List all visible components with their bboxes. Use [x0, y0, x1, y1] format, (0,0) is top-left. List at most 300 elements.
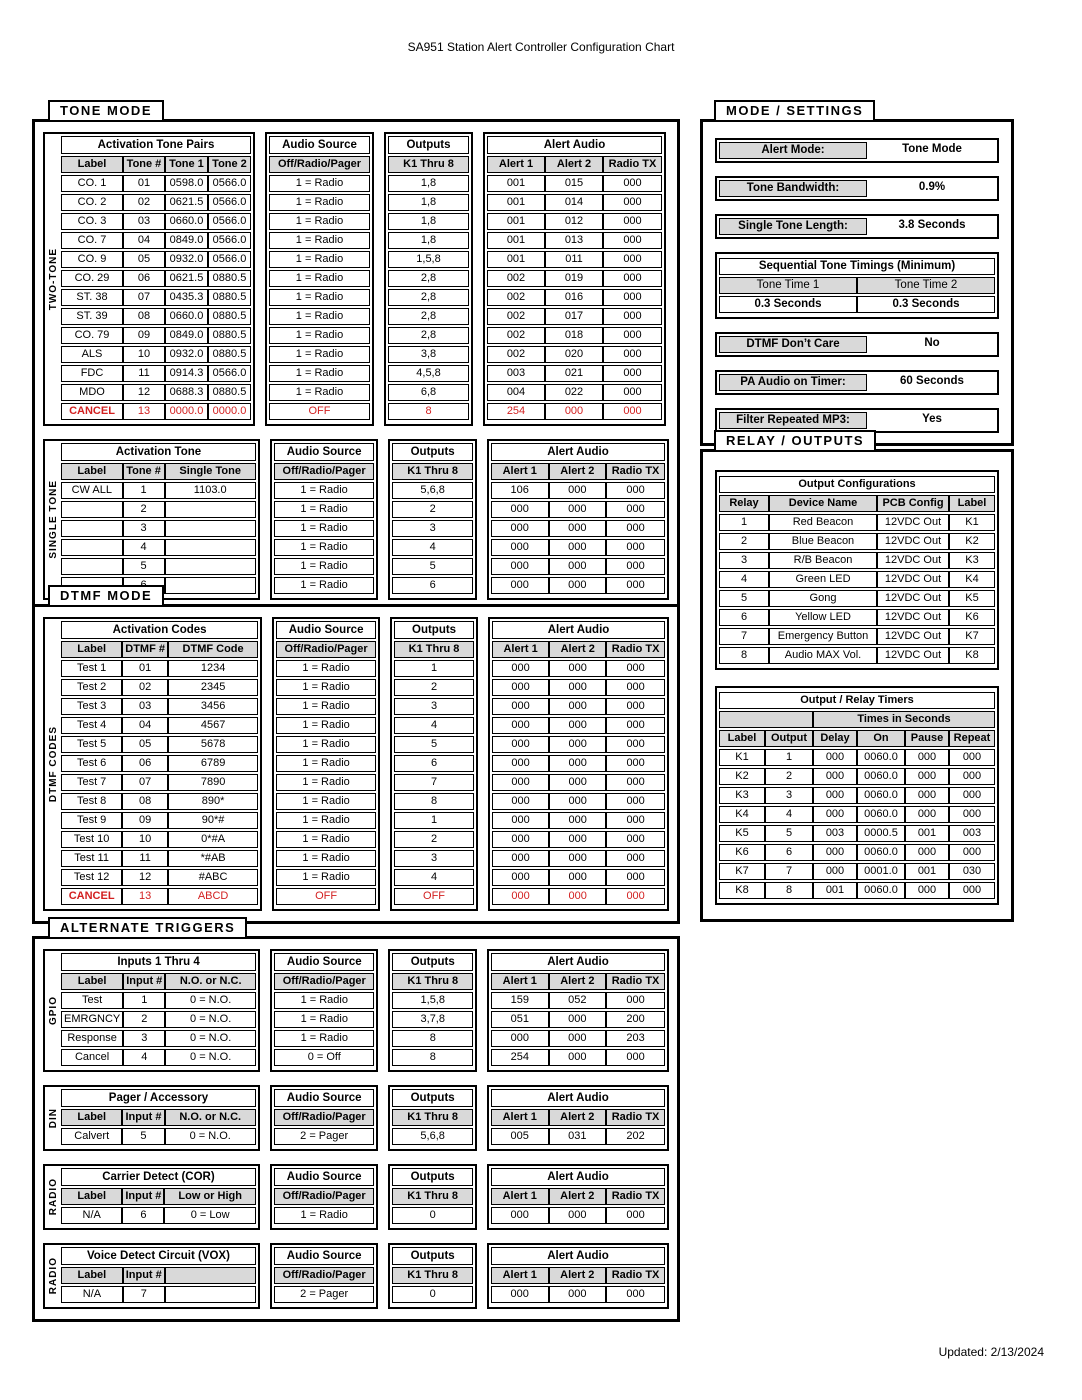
table-cell: 020 — [545, 346, 603, 363]
table-cell: ST. 38 — [61, 289, 123, 306]
table-cell: Cancel — [61, 1049, 123, 1066]
column-header-cell: Tone # — [123, 156, 165, 173]
column-header-cell: Single Tone — [165, 463, 256, 480]
table-cell: 6 — [122, 1207, 164, 1224]
table-cell: 0621.5 — [165, 194, 208, 211]
table-cell: ABCD — [168, 888, 258, 905]
table-cell: 0880.5 — [208, 270, 251, 287]
table-cell: 0000.5 — [857, 825, 905, 842]
table-cell: 12VDC Out — [877, 609, 949, 626]
table-cell: CO. 79 — [61, 327, 123, 344]
table-cell: 1 = Radio — [269, 308, 370, 325]
table-cell: 0566.0 — [208, 194, 251, 211]
group-title: Activation Tone Pairs — [61, 136, 251, 154]
table-cell: CANCEL — [61, 888, 122, 905]
dtmf-mode-section-header: DTMF MODE — [48, 585, 164, 607]
group-title: Outputs — [392, 1089, 473, 1107]
column-header-cell: Input # — [122, 1188, 164, 1205]
table-cell: 0880.5 — [208, 308, 251, 325]
table-cell: 000 — [603, 403, 662, 420]
table-cell: 0566.0 — [208, 175, 251, 192]
table-cell: 7 — [123, 1286, 165, 1303]
din-audio-group — [270, 1085, 378, 1151]
column-header-cell: Label — [719, 730, 765, 747]
table-cell: 000 — [549, 736, 606, 753]
column-header-cell: DTMF # — [122, 641, 168, 658]
outputs-table — [392, 971, 473, 1068]
setting-label: Filter Repeated MP3: — [719, 412, 867, 429]
table-cell: 4 — [765, 806, 813, 823]
table-cell: Green LED — [769, 571, 877, 588]
table-cell: 0 = Low — [164, 1207, 256, 1224]
table-cell: 0660.0 — [165, 308, 208, 325]
table-cell: 5 — [123, 558, 165, 575]
group-title: Audio Source — [276, 621, 376, 639]
table-cell: 2,8 — [388, 270, 469, 287]
table-cell: 2 = Pager — [274, 1128, 374, 1145]
table-cell: 000 — [606, 577, 665, 594]
table-cell — [165, 501, 256, 518]
din-side-label — [45, 1089, 61, 1147]
column-header-cell: Off/Radio/Pager — [274, 1188, 374, 1205]
dtmf-audio-group — [272, 617, 380, 911]
table-cell: 022 — [545, 384, 603, 401]
table-cell: 1 — [123, 482, 165, 499]
table-cell: 01 — [122, 660, 168, 677]
table-cell: 0060.0 — [857, 806, 905, 823]
table-cell: 08 — [122, 793, 168, 810]
group-title: Pager / Accessory — [61, 1089, 256, 1107]
table-cell: 1 = Radio — [269, 194, 370, 211]
column-header-cell: Alert 1 — [492, 641, 549, 658]
table-cell: 000 — [491, 501, 549, 518]
table-cell: CW ALL — [61, 482, 123, 499]
table-cell: 000 — [606, 869, 665, 886]
table-cell: Response — [61, 1030, 123, 1047]
table-cell: 000 — [549, 520, 607, 537]
table-cell: #ABC — [168, 869, 258, 886]
column-header-cell: Alert 2 — [549, 1267, 607, 1284]
two-tone-side-label — [45, 136, 61, 422]
alert-audio-table — [491, 1265, 665, 1305]
table-cell: 5 — [765, 825, 813, 842]
table-cell: 2 — [123, 501, 165, 518]
table-cell: 1 = Radio — [269, 384, 370, 401]
table-cell: 8 — [719, 647, 769, 664]
gpio-side-label — [45, 953, 61, 1068]
cor-audio-group — [270, 1164, 378, 1230]
table-cell: 000 — [949, 806, 995, 823]
column-header-cell: Radio TX — [606, 1109, 665, 1126]
side-label-text: SINGLE TONE — [47, 480, 59, 559]
table-cell: 8 — [388, 403, 469, 420]
table-cell: 1,8 — [388, 213, 469, 230]
table-cell: 000 — [606, 717, 665, 734]
table-cell: 0060.0 — [857, 787, 905, 804]
table-cell: 000 — [606, 831, 665, 848]
column-header-cell: Radio TX — [606, 973, 665, 990]
column-header-cell: Repeat — [949, 730, 995, 747]
table-cell: 02 — [122, 679, 168, 696]
table-cell: 6 — [394, 755, 474, 772]
column-header-cell: Alert 2 — [549, 463, 607, 480]
outputs-table — [392, 461, 473, 596]
table-cell: 002 — [487, 289, 545, 306]
table-cell: CO. 7 — [61, 232, 123, 249]
column-header-cell: Label — [949, 495, 995, 512]
table-cell: EMRGNCY — [61, 1011, 123, 1028]
table-cell: 1 = Radio — [276, 660, 376, 677]
table-cell — [61, 558, 123, 575]
column-header-cell: Label — [61, 641, 122, 658]
table-cell: CO. 3 — [61, 213, 123, 230]
table-cell: R/B Beacon — [769, 552, 877, 569]
column-header-cell: Alert 1 — [491, 1267, 549, 1284]
column-header-cell: Off/Radio/Pager — [274, 973, 374, 990]
column-header-cell: Pause — [905, 730, 949, 747]
table-cell: 4 — [123, 1049, 165, 1066]
table-cell — [165, 558, 256, 575]
table-cell: 3 — [394, 850, 474, 867]
group-title: Alert Audio — [492, 621, 665, 639]
alternate-triggers-section-header: ALTERNATE TRIGGERS — [48, 917, 247, 939]
setting-value: No — [924, 337, 940, 349]
table-cell: Test 10 — [61, 831, 122, 848]
table-cell: 1 = Radio — [274, 1207, 374, 1224]
table-cell: 1,8 — [388, 232, 469, 249]
gpio-inputs-group — [43, 949, 260, 1072]
table-cell: 1,8 — [388, 175, 469, 192]
cor-group — [43, 1164, 260, 1230]
table-cell: Test — [61, 992, 123, 1009]
table-cell: 06 — [123, 270, 165, 287]
column-header-cell: Radio TX — [603, 156, 662, 173]
table-cell: 000 — [606, 660, 665, 677]
table-cell: 000 — [949, 749, 995, 766]
table-cell: 000 — [492, 755, 549, 772]
table-cell: 10 — [122, 831, 168, 848]
table-cell: 254 — [487, 403, 545, 420]
table-cell: 6789 — [168, 755, 258, 772]
group-title: Outputs — [392, 953, 473, 971]
table-cell: 1 = Radio — [276, 679, 376, 696]
table-cell: 000 — [549, 774, 606, 791]
table-cell: 1 — [123, 992, 165, 1009]
table-title-cell: Output / Relay Timers — [719, 692, 995, 709]
table-cell: 0849.0 — [165, 327, 208, 344]
table-cell: 000 — [549, 850, 606, 867]
alternate-triggers-section — [32, 917, 680, 1322]
table-cell: 000 — [492, 717, 549, 734]
table-cell: 000 — [905, 844, 949, 861]
table-title-cell: Output Configurations — [719, 476, 995, 493]
two-tone-band — [43, 132, 669, 426]
table-cell: Test 7 — [61, 774, 122, 791]
table-cell: 0 = N.O. — [165, 992, 256, 1009]
group-title: Outputs — [392, 443, 473, 461]
table-cell: 017 — [545, 308, 603, 325]
table-cell: 000 — [603, 232, 662, 249]
din-alert-group — [487, 1085, 669, 1151]
voice-detect-table — [61, 1265, 256, 1305]
group-title: Audio Source — [269, 136, 370, 154]
table-cell: 890* — [168, 793, 258, 810]
table-cell: 2 — [392, 501, 473, 518]
column-header-cell: K1 Thru 8 — [392, 463, 473, 480]
column-header-cell: Delay — [813, 730, 857, 747]
table-cell: 0 = N.O. — [165, 1128, 256, 1145]
table-cell: 12 — [122, 869, 168, 886]
table-cell: 000 — [606, 679, 665, 696]
audio-source-table — [274, 1107, 374, 1147]
table-cell: 1 = Radio — [274, 520, 374, 537]
table-cell: 0060.0 — [857, 768, 905, 785]
column-header-cell: Label — [61, 463, 123, 480]
table-cell: 000 — [813, 863, 857, 880]
table-cell: 000 — [606, 482, 665, 499]
table-cell: 000 — [603, 213, 662, 230]
table-cell: 002 — [487, 270, 545, 287]
table-cell: 000 — [813, 844, 857, 861]
table-cell: 000 — [606, 698, 665, 715]
group-title: Alert Audio — [491, 1089, 665, 1107]
table-cell: 000 — [549, 1030, 607, 1047]
table-cell: 0880.5 — [208, 327, 251, 344]
table-cell: 000 — [813, 749, 857, 766]
outputs-table — [392, 1186, 473, 1226]
table-cell: CO. 9 — [61, 251, 123, 268]
setting-label: DTMF Don’t Care — [719, 336, 867, 353]
table-cell: 000 — [813, 787, 857, 804]
table-cell: 0 — [392, 1207, 473, 1224]
setting-label: PA Audio on Timer: — [719, 374, 867, 391]
single-tone-band — [43, 439, 669, 600]
table-cell: 0932.0 — [165, 251, 208, 268]
table-cell: 002 — [487, 327, 545, 344]
table-cell: 10 — [123, 346, 165, 363]
column-header-cell: DTMF Code — [168, 641, 258, 658]
table-cell: 4567 — [168, 717, 258, 734]
sequential-tone-timings-group — [715, 252, 999, 319]
table-cell: 000 — [491, 577, 549, 594]
table-cell: K5 — [949, 590, 995, 607]
column-header-cell: On — [857, 730, 905, 747]
table-cell: 11 — [123, 365, 165, 382]
table-cell: 8 — [392, 1049, 473, 1066]
table-cell: OFF — [394, 888, 474, 905]
table-cell: 000 — [603, 251, 662, 268]
table-cell: 04 — [123, 232, 165, 249]
table-cell: 000 — [492, 679, 549, 696]
table-cell: Audio MAX Vol. — [769, 647, 877, 664]
table-cell: Test 6 — [61, 755, 122, 772]
page-title: SA951 Station Alert Controller Configuration Chart — [407, 40, 675, 54]
two-tone-activation-group — [43, 132, 255, 426]
table-cell: 000 — [949, 768, 995, 785]
table-cell: 000 — [549, 660, 606, 677]
column-header-cell — [165, 1267, 256, 1284]
table-cell: 1 = Radio — [274, 1030, 374, 1047]
outputs-table — [392, 1107, 473, 1147]
group-title: Alert Audio — [491, 1168, 665, 1186]
table-cell: 5678 — [168, 736, 258, 753]
table-cell: 000 — [603, 346, 662, 363]
table-cell: 000 — [549, 558, 607, 575]
table-cell: 0060.0 — [857, 882, 905, 899]
column-header-cell: Label — [61, 156, 123, 173]
table-cell: 1 — [394, 660, 474, 677]
side-label-text: DTMF CODES — [47, 725, 59, 803]
table-cell: 08 — [123, 308, 165, 325]
table-cell: OFF — [276, 888, 376, 905]
alert-audio-table — [491, 461, 665, 596]
table-cell: 6 — [392, 577, 473, 594]
table-cell: 6 — [765, 844, 813, 861]
table-cell: 1,8 — [388, 194, 469, 211]
outputs-table — [392, 1265, 473, 1305]
table-cell: 015 — [545, 175, 603, 192]
table-cell: Test 5 — [61, 736, 122, 753]
table-cell: 000 — [905, 806, 949, 823]
table-cell: 0 = N.O. — [165, 1011, 256, 1028]
table-cell: 000 — [603, 175, 662, 192]
table-cell: 3 — [719, 552, 769, 569]
side-label-text: RADIO — [47, 1257, 59, 1295]
column-header-cell: Label — [61, 1109, 122, 1126]
table-cell: 0566.0 — [208, 365, 251, 382]
table-cell: 12VDC Out — [877, 533, 949, 550]
table-cell: 5,6,8 — [392, 482, 473, 499]
mode-settings-box — [700, 119, 1014, 446]
column-group-header-cell: Times in Seconds — [813, 711, 995, 728]
dtmf-alert-group — [488, 617, 669, 911]
table-cell: 1 = Radio — [269, 346, 370, 363]
table-cell: 000 — [905, 749, 949, 766]
table-cell: 1 = Radio — [276, 717, 376, 734]
table-cell: 000 — [603, 270, 662, 287]
column-header-cell: Alert 2 — [545, 156, 603, 173]
table-cell: 000 — [549, 698, 606, 715]
table-cell: 1 = Radio — [276, 736, 376, 753]
dtmf-activation-group — [43, 617, 262, 911]
mode-settings-section-header: MODE / SETTINGS — [714, 100, 875, 122]
table-cell: 002 — [487, 308, 545, 325]
table-cell: 03 — [123, 213, 165, 230]
table-cell: 1 — [765, 749, 813, 766]
table-cell: 1 = Radio — [276, 869, 376, 886]
table-cell: 000 — [549, 888, 606, 905]
column-header-cell: K1 Thru 8 — [388, 156, 469, 173]
table-cell: 000 — [606, 558, 665, 575]
table-cell: 000 — [492, 793, 549, 810]
table-cell: 1 = Radio — [276, 831, 376, 848]
column-header-cell: N.O. or N.C. — [165, 1109, 256, 1126]
table-cell: 030 — [949, 863, 995, 880]
column-header-cell: Relay — [719, 495, 769, 512]
setting-value: 3.8 Seconds — [898, 219, 966, 231]
radio-side-label — [45, 1168, 61, 1226]
table-cell: 1 = Radio — [276, 755, 376, 772]
table-cell: 004 — [487, 384, 545, 401]
table-cell: 021 — [545, 365, 603, 382]
dtmf-band — [43, 617, 669, 911]
table-cell: 200 — [606, 1011, 665, 1028]
gpio-inputs-table — [61, 971, 256, 1068]
table-cell: CANCEL — [61, 403, 123, 420]
table-cell: 000 — [549, 577, 607, 594]
table-cell: 1 = Radio — [269, 365, 370, 382]
column-header-cell: Tone Time 1 — [719, 277, 857, 294]
table-cell: 5 — [394, 736, 474, 753]
table-cell: N/A — [61, 1207, 122, 1224]
table-cell: 0688.3 — [165, 384, 208, 401]
column-header-cell: Radio TX — [606, 463, 665, 480]
table-cell: 0.3 Seconds — [719, 296, 857, 313]
group-title: Audio Source — [274, 1089, 374, 1107]
output-relay-timers-group — [715, 686, 999, 905]
column-header-cell: K1 Thru 8 — [392, 1267, 473, 1284]
cor-outputs-group — [388, 1164, 477, 1230]
table-cell: 000 — [606, 736, 665, 753]
table-cell: 000 — [549, 1011, 607, 1028]
table-cell: 1,5,8 — [392, 992, 473, 1009]
table-cell: 1 = Radio — [276, 812, 376, 829]
relay-outputs-box — [700, 449, 1014, 922]
table-cell: 000 — [606, 888, 665, 905]
dtmf-mode-box — [32, 604, 680, 924]
table-cell — [61, 539, 123, 556]
table-cell: Test 3 — [61, 698, 122, 715]
column-header-cell: Alert 2 — [549, 641, 606, 658]
table-cell: 1 = Radio — [276, 793, 376, 810]
table-cell: 06 — [122, 755, 168, 772]
table-cell: 000 — [549, 482, 607, 499]
table-cell: 000 — [949, 882, 995, 899]
table-cell: 5 — [122, 1128, 164, 1145]
table-cell: 1 — [719, 514, 769, 531]
table-cell: 5 — [392, 558, 473, 575]
table-cell: 000 — [949, 787, 995, 804]
table-cell: 031 — [549, 1128, 607, 1145]
table-cell: 09 — [123, 327, 165, 344]
pager-accessory-table — [61, 1107, 256, 1147]
audio-source-table — [276, 639, 376, 907]
table-cell: CO. 1 — [61, 175, 123, 192]
setting-value: Tone Mode — [902, 143, 962, 155]
table-cell: 000 — [603, 365, 662, 382]
table-cell: K5 — [719, 825, 765, 842]
table-cell: 1 = Radio — [269, 213, 370, 230]
table-cell: 1 = Radio — [274, 539, 374, 556]
alert-audio-table — [491, 1186, 665, 1226]
table-cell: 051 — [491, 1011, 549, 1028]
audio-source-table — [274, 971, 374, 1068]
mode-settings-section — [700, 100, 1014, 446]
column-header-cell: Alert 1 — [491, 463, 549, 480]
table-cell: 2345 — [168, 679, 258, 696]
table-cell: 003 — [949, 825, 995, 842]
table-cell: ST. 39 — [61, 308, 123, 325]
table-cell — [61, 520, 123, 537]
table-cell: 052 — [549, 992, 607, 1009]
side-label-text: GPIO — [47, 995, 59, 1025]
table-cell: 000 — [549, 831, 606, 848]
table-cell: 0932.0 — [165, 346, 208, 363]
spacer-header-cell — [719, 711, 813, 728]
table-cell: Test 2 — [61, 679, 122, 696]
table-cell: 000 — [491, 520, 549, 537]
column-header-cell: Label — [61, 1267, 123, 1284]
